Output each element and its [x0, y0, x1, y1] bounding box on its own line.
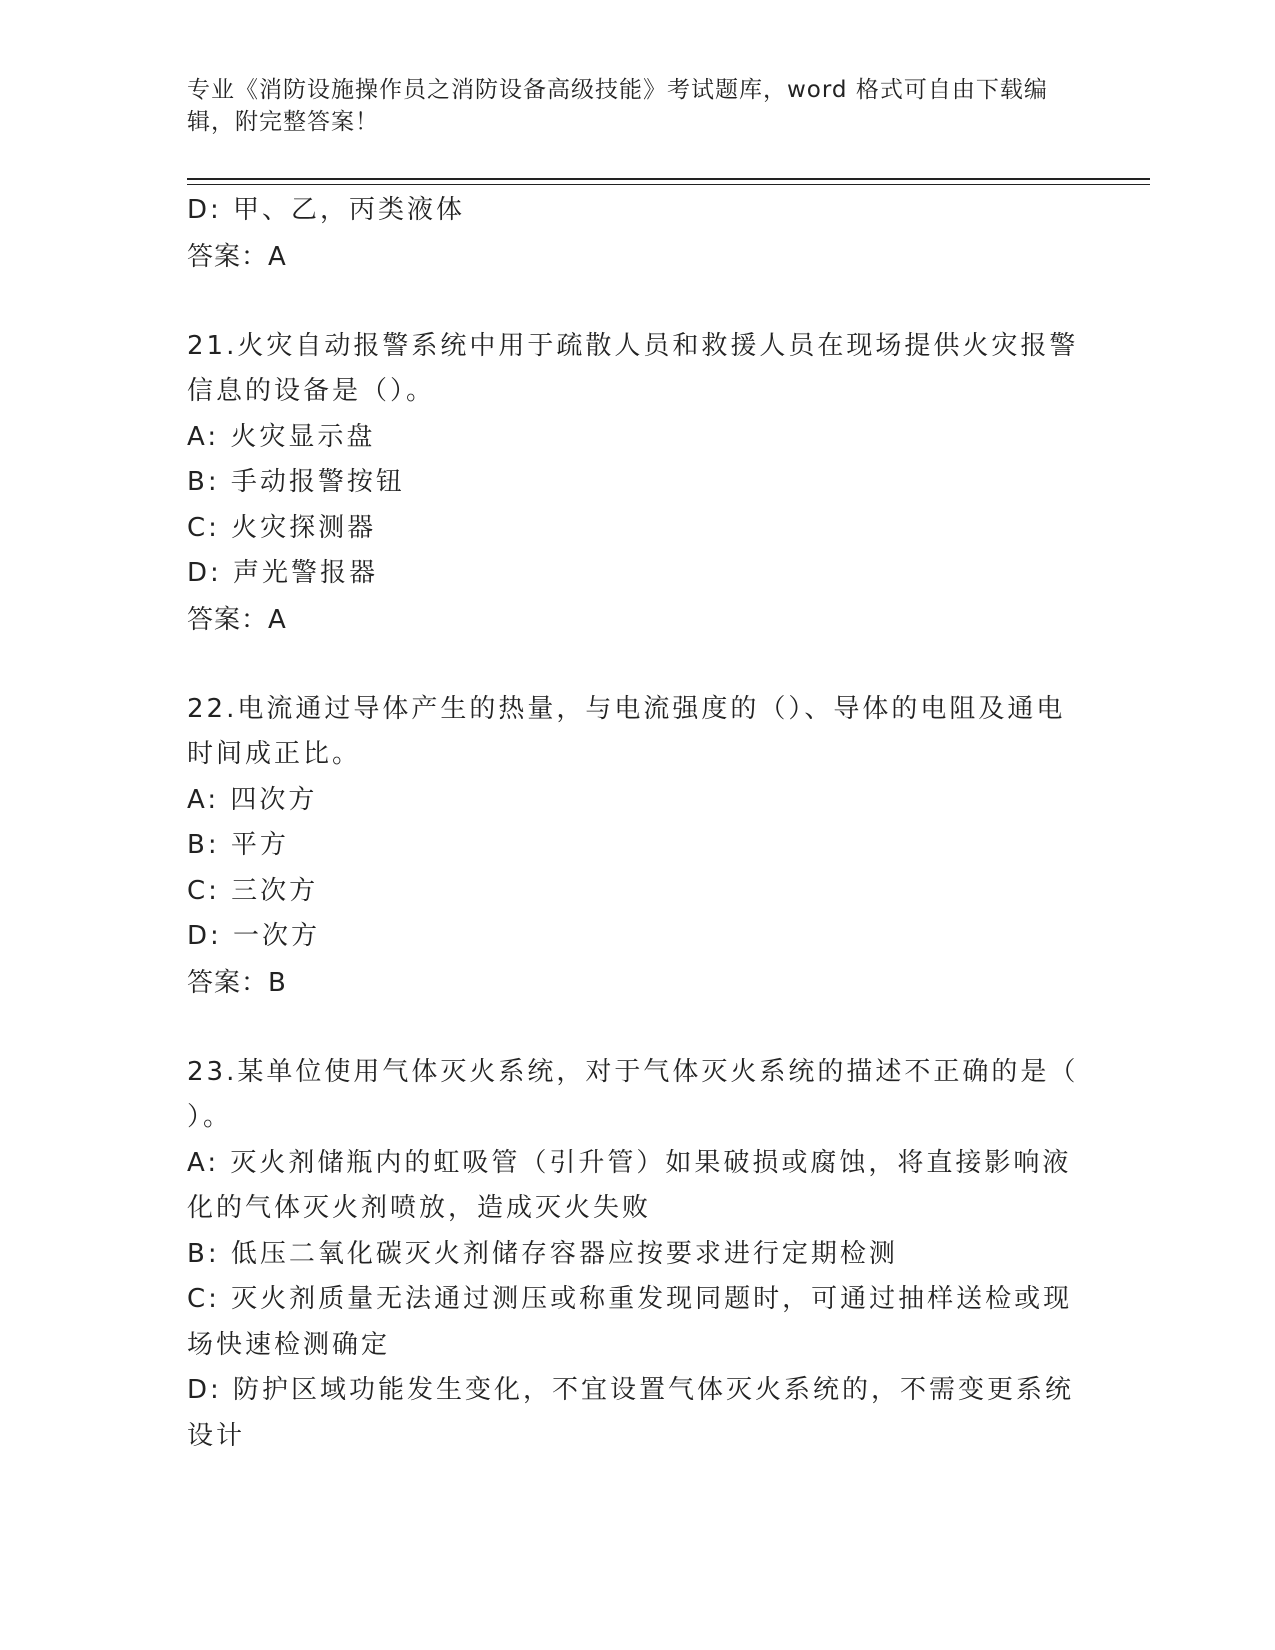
header-line-1: 专业《消防设施操作员之消防设备高级技能》考试题库，word 格式可自由下载编: [187, 77, 1048, 103]
answer-line: [187, 597, 1087, 643]
answer-value: B: [268, 967, 289, 998]
question-21: [187, 324, 1087, 643]
question-23: [187, 1050, 1087, 1460]
question-stem-line: 22.电流通过导体产生的热量，与电流强度的（）、导体的电阻及通电: [187, 693, 1066, 724]
spacer: [187, 643, 1087, 687]
page-header: [187, 74, 1067, 138]
answer-value: A: [268, 604, 289, 635]
option-a: A: 四次方: [187, 784, 318, 815]
option-d-continued: 设计: [187, 1420, 246, 1451]
option-d: D: 防护区域功能发生变化，不宜设置气体灭火系统的，不需变更系统: [187, 1375, 1075, 1405]
answer-line: [187, 960, 1087, 1006]
option-a: A: 灭火剂储瓶内的虹吸管（引升管）如果破损或腐蚀，将直接影响液: [187, 1147, 1072, 1178]
header-rule-thick: [187, 178, 1150, 180]
header-line-2: 辑，附完整答案！: [187, 109, 379, 135]
question-content: [187, 188, 1087, 1459]
option-d: D: 声光警报器: [187, 558, 379, 588]
previous-question-tail: [187, 188, 1087, 280]
answer-label: 答案：: [187, 604, 269, 635]
option-d: D: 甲、乙，丙类液体: [187, 195, 466, 225]
question-stem-line: 21.火灾自动报警系统中用于疏散人员和救援人员在现场提供火灾报警: [187, 330, 1079, 361]
spacer: [187, 280, 1087, 324]
option-c: C: 灭火剂质量无法通过测压或称重发现同题时，可通过抽样送检或现: [187, 1284, 1073, 1314]
option-c-continued: 场快速检测确定: [187, 1329, 391, 1360]
header-rule-thin: [187, 184, 1150, 185]
option-b: B: 低压二氧化碳灭火剂储存容器应按要求进行定期检测: [187, 1238, 898, 1269]
option-d: D: 一次方: [187, 921, 321, 951]
option-b: B: 手动报警按钮: [187, 467, 405, 497]
option-a-continued: 化的气体灭火剂喷放，造成灭火失败: [187, 1193, 652, 1223]
answer-value: A: [268, 241, 289, 272]
question-22: [187, 687, 1087, 1006]
answer-label: 答案：: [187, 241, 269, 272]
answer-line: [187, 234, 1087, 280]
question-stem-line: ）。: [187, 1102, 233, 1132]
option-c: C: 火灾探测器: [187, 512, 377, 543]
question-stem-line: 时间成正比。: [187, 739, 362, 769]
option-b: B: 平方: [187, 830, 289, 860]
question-stem-line: 信息的设备是（）。: [187, 376, 436, 406]
spacer: [187, 1006, 1087, 1050]
option-c: C: 三次方: [187, 875, 319, 906]
answer-label: 答案：: [187, 967, 269, 998]
question-stem-line: 23.某单位使用气体灭火系统，对于气体灭火系统的描述不正确的是（: [187, 1056, 1079, 1087]
option-a: A: 火灾显示盘: [187, 421, 376, 452]
